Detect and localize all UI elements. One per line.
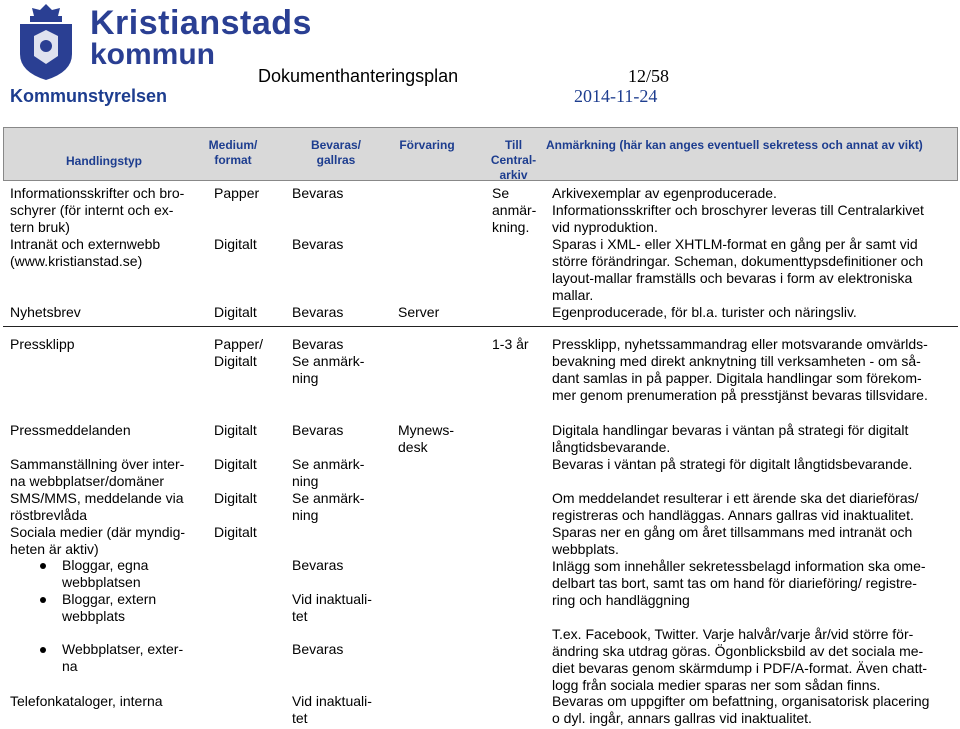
row8-sub1-bevaras: Bevaras xyxy=(292,557,344,573)
row5-bevaras: Bevaras xyxy=(292,422,344,438)
department-name: Kommunstyrelsen xyxy=(10,86,168,106)
document-date: 2014-11-24 xyxy=(574,86,658,106)
row8-sub2: Bloggar, extern webbplats xyxy=(62,591,157,624)
row8-sub3: Webbplatser, exter- na xyxy=(62,641,184,674)
row3-note: Egenproducerade, för bl.a. turister och näringsliv. xyxy=(552,304,857,320)
row5-forvaring: Mynews- desk xyxy=(398,422,455,455)
bullet-icon xyxy=(40,647,46,653)
document-title: Dokumenthanteringsplan xyxy=(258,66,459,86)
row8-handlingstyp: Sociala medier (där myndig- heten är aktiv) xyxy=(10,524,186,557)
row4-handlingstyp: Pressklipp xyxy=(10,336,75,352)
row4-note: Pressklipp, nyhetssammandrag eller motsvarande omvärlds- bevakning med direkt anknytning till verksamheten - om så- dant samlas in på papper. Digitala handlingar som förekom- mer genom prenumeration på presstjänst bevaras tillsvidare. xyxy=(552,336,928,403)
row5-note: Digitala handlingar bevaras i väntan på strategi för digitalt långtidsbevarande. xyxy=(552,422,909,455)
row4-bevaras: Bevaras Se anmärk- ning xyxy=(292,336,365,386)
bullet-icon xyxy=(40,563,46,569)
row6-bevaras: Se anmärk- ning xyxy=(292,456,365,489)
row9-bevaras: Vid inaktuali- tet xyxy=(292,693,372,726)
row7-bevaras: Se anmärk- ning xyxy=(292,490,365,523)
col-header-bevaras: Bevaras/ gallras xyxy=(310,138,362,167)
row6-note: Bevaras i väntan på strategi för digitalt långtidsbevarande. xyxy=(552,456,913,472)
row8-sub3-bevaras: Bevaras xyxy=(292,641,344,657)
row7-handlingstyp: SMS/MMS, meddelande via röstbrevlåda xyxy=(10,490,184,523)
row8-sub2-bevaras: Vid inaktuali- tet xyxy=(292,591,372,624)
row5-handlingstyp: Pressmeddelanden xyxy=(10,422,131,438)
row9-note: Bevaras om uppgifter om befattning, organisatorisk placering o dyl. ingår, annars gallras vid inaktualitet. xyxy=(552,693,930,726)
row8-medium: Digitalt xyxy=(214,524,257,540)
row2-medium: Digitalt xyxy=(214,236,257,252)
row8-sub1: Bloggar, egna webbplatsen xyxy=(62,557,149,590)
page-number: 12/58 xyxy=(628,66,670,86)
row-divider xyxy=(3,326,958,327)
row2-bevaras: Bevaras xyxy=(292,236,344,252)
row3-medium: Digitalt xyxy=(214,304,257,320)
row6-handlingstyp: Sammanställning över inter- na webbplatser/domäner xyxy=(10,456,185,489)
row7-medium: Digitalt xyxy=(214,490,257,506)
row1-till: Se anmär- kning. xyxy=(492,185,537,235)
row2-handlingstyp: Intranät och externwebb (www.kristianstad.se) xyxy=(10,236,161,269)
brand-name-line2: kommun xyxy=(90,38,216,71)
municipal-crest-logo xyxy=(14,2,78,82)
row8-note: Sparas ner en gång om året tillsammans med intranät och webbplats. Inlägg som innehåller sekretessbelagd information ska ome- delbart tas bort, samt tas om hand för diarieföring/ registre- ring och handläggning T.ex. Facebook, Twitter. Varje halvår/varje år/vid större för- ändring ska utdrag göras. Ögonblicksbild av det sociala me- diet bevaras genom skärmdump i PDF/A-format. Även chatt- logg från sociala medier sparas ner som sådan finns. xyxy=(552,524,928,693)
col-header-anmarkning: Anmärkning (här kan anges eventuell sekretess och annat av vikt) xyxy=(546,138,923,152)
row3-handlingstyp: Nyhetsbrev xyxy=(10,304,81,320)
col-header-handlingstyp: Handlingstyp xyxy=(65,154,142,168)
row1-medium: Papper xyxy=(214,185,260,201)
row3-forvaring: Server xyxy=(398,304,440,320)
col-header-till: Till Central- arkiv xyxy=(490,138,537,182)
col-header-forvaring: Förvaring xyxy=(399,138,455,152)
row7-note: Om meddelandet resulterar i ett ärende ska det diarieföras/ registreras och handläggas. Annars gallras vid inaktualitet. xyxy=(552,490,919,523)
row5-medium: Digitalt xyxy=(214,422,257,438)
row1-handlingstyp: Informationsskrifter och bro- schyrer (för internt och ex- tern bruk) xyxy=(10,185,185,235)
bullet-icon xyxy=(40,597,46,603)
row1-bevaras: Bevaras xyxy=(292,185,344,201)
row2-note: Sparas i XML- eller XHTLM-format en gång per år samt vid större förändringar. Scheman, dokumenttypsdefinitioner och layout-mallar framställs och bevaras i form av elektroniska mallar. xyxy=(552,236,924,303)
row9-handlingstyp: Telefonkataloger, interna xyxy=(10,693,163,709)
row3-bevaras: Bevaras xyxy=(292,304,344,320)
row4-medium: Papper/ Digitalt xyxy=(214,336,264,369)
brand-name-line1: Kristianstads xyxy=(90,4,312,42)
row6-medium: Digitalt xyxy=(214,456,257,472)
col-header-medium: Medium/ format xyxy=(208,138,258,167)
row1-note: Arkivexemplar av egenproducerade. Informationsskrifter och broschyrer leveras till Centralarkivet vid nyproduktion. xyxy=(552,185,924,235)
row4-till: 1-3 år xyxy=(492,336,529,352)
